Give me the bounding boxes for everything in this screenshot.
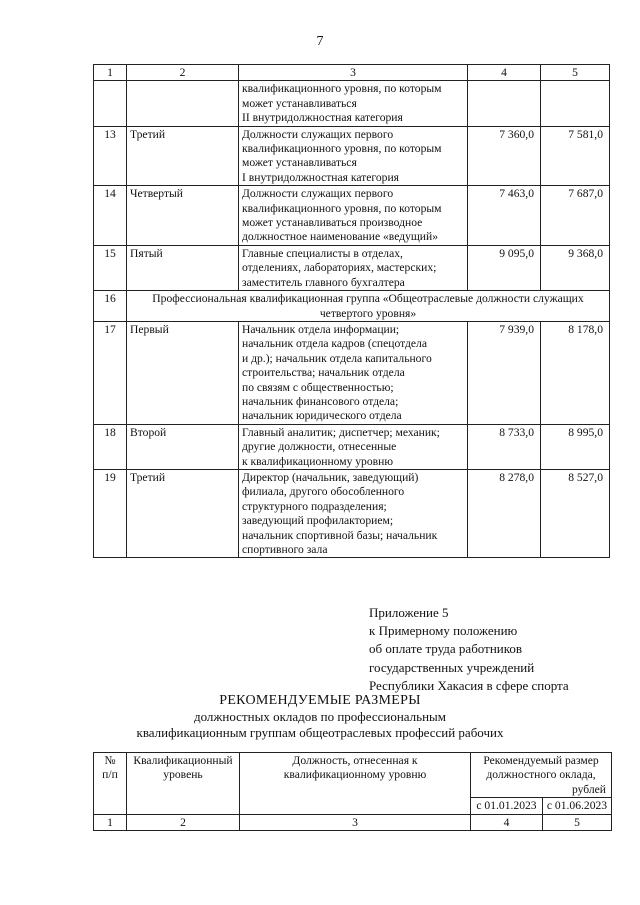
position-line: квалификационного уровня, по которым bbox=[242, 82, 442, 96]
position-line: должностное наименование «ведущий» bbox=[242, 230, 439, 244]
qualification-level: Четвертый bbox=[127, 186, 239, 246]
numbering-cell: 1 bbox=[94, 65, 127, 81]
table-row bbox=[94, 245, 610, 290]
numbering-cell: 4 bbox=[468, 65, 541, 81]
table-row bbox=[94, 186, 610, 246]
positions-cell bbox=[239, 424, 468, 469]
salary-value-1: 8 278,0 bbox=[468, 469, 541, 557]
positions-cell bbox=[239, 321, 468, 424]
salary-table-continued bbox=[93, 64, 610, 558]
position-line: строительства; начальник отдела bbox=[242, 366, 405, 380]
positions-cell bbox=[239, 245, 468, 290]
title-sub-2: квалификационным группам общеотраслевых профессий рабочих bbox=[136, 725, 504, 740]
position-line: Должности служащих первого bbox=[242, 187, 394, 201]
row-number: 15 bbox=[94, 245, 127, 290]
qualification-level: Третий bbox=[127, 126, 239, 186]
header-cell-level: Квалификационный уровень bbox=[127, 753, 240, 815]
salary-value-2: 9 368,0 bbox=[541, 245, 610, 290]
annex-line: Приложение 5 bbox=[369, 605, 449, 620]
row-number: 17 bbox=[94, 321, 127, 424]
header-cell-date-2: с 01.06.2023 bbox=[543, 798, 612, 814]
workers-salary-table bbox=[93, 752, 612, 831]
salary-value-2: 8 995,0 bbox=[541, 424, 610, 469]
position-line: начальник финансового отдела; bbox=[242, 394, 399, 408]
salary-value-2: 7 581,0 bbox=[541, 126, 610, 186]
table-header-row bbox=[94, 753, 612, 798]
position-line: квалификационного уровня, по которым bbox=[242, 142, 442, 156]
position-line: по связям с общественностью; bbox=[242, 380, 394, 394]
qualification-level: Второй bbox=[127, 424, 239, 469]
salary-value-2: 8 178,0 bbox=[541, 321, 610, 424]
position-line: к квалификационному уровню bbox=[242, 454, 393, 468]
row-number bbox=[94, 81, 127, 126]
position-line: филиала, другого обособленного bbox=[242, 485, 405, 499]
salary-value-2: 7 687,0 bbox=[541, 186, 610, 246]
header-cell-number: № п/п bbox=[94, 753, 127, 815]
position-line: заместитель главного бухгалтера bbox=[242, 275, 405, 289]
positions-cell bbox=[239, 126, 468, 186]
numbering-cell: 5 bbox=[541, 65, 610, 81]
table-row bbox=[94, 126, 610, 186]
position-line: Должности служащих первого bbox=[242, 127, 394, 141]
column-numbering-row bbox=[94, 814, 612, 830]
column-numbering-row bbox=[94, 65, 610, 81]
row-number: 14 bbox=[94, 186, 127, 246]
numbering-cell: 2 bbox=[127, 814, 240, 830]
header-cell-position: Должность, отнесенная к квалификационному уровню bbox=[240, 753, 471, 815]
table-row bbox=[94, 469, 610, 557]
salary-value-1: 8 733,0 bbox=[468, 424, 541, 469]
position-line: структурного подразделения; bbox=[242, 499, 387, 513]
salary-value-2: 8 527,0 bbox=[541, 469, 610, 557]
position-line: может устанавливаться bbox=[242, 156, 357, 170]
salary-value-1: 7 463,0 bbox=[468, 186, 541, 246]
position-line: может устанавливаться производное bbox=[242, 216, 423, 230]
annex-line: об оплате труда работников bbox=[369, 641, 523, 657]
position-line: другие должности, отнесенные bbox=[242, 440, 397, 454]
position-line: спортивного зала bbox=[242, 543, 328, 556]
qualification-level bbox=[127, 81, 239, 126]
annex-line: Республики Хакасия в сфере спорта bbox=[369, 677, 569, 693]
position-line: может устанавливаться bbox=[242, 96, 357, 110]
position-line: начальник спортивной базы; начальник bbox=[242, 528, 438, 542]
position-line: начальник отдела кадров (спецотдела bbox=[242, 337, 427, 351]
annex-line: государственных учреждений bbox=[369, 659, 535, 675]
document-title bbox=[0, 692, 640, 741]
title-main: РЕКОМЕНДУЕМЫЕ РАЗМЕРЫ bbox=[219, 693, 421, 708]
group-row bbox=[94, 291, 610, 322]
position-line: отделениях, лабораториях, мастерских; bbox=[242, 261, 437, 275]
header-cell-date-1: с 01.01.2023 bbox=[471, 798, 543, 814]
title-sub-1: должностных окладов по профессиональным bbox=[193, 709, 446, 724]
position-line: II внутридолжностная категория bbox=[242, 111, 403, 125]
positions-cell bbox=[239, 469, 468, 557]
table-row bbox=[94, 81, 610, 126]
position-line: заведующий профилакторием; bbox=[242, 514, 394, 528]
qualification-level: Пятый bbox=[127, 245, 239, 290]
numbering-cell: 4 bbox=[471, 814, 543, 830]
position-line: Главные специалисты в отделах, bbox=[242, 246, 403, 260]
group-title bbox=[127, 291, 610, 322]
positions-cell bbox=[239, 186, 468, 246]
salary-value-1 bbox=[468, 81, 541, 126]
annex-line: к Примерному положению bbox=[369, 623, 518, 639]
numbering-cell: 1 bbox=[94, 814, 127, 830]
position-line: квалификационного уровня, по которым bbox=[242, 201, 442, 215]
group-title-line: четвертого уровня» bbox=[319, 306, 417, 320]
positions-cell bbox=[239, 81, 468, 126]
position-line: Директор (начальник, заведующий) bbox=[242, 470, 419, 484]
numbering-cell: 5 bbox=[543, 814, 612, 830]
position-line: начальник юридического отдела bbox=[242, 409, 402, 423]
qualification-level: Первый bbox=[127, 321, 239, 424]
salary-value-1: 9 095,0 bbox=[468, 245, 541, 290]
numbering-cell: 3 bbox=[240, 814, 471, 830]
salary-value-1: 7 939,0 bbox=[468, 321, 541, 424]
numbering-cell: 2 bbox=[127, 65, 239, 81]
table-row bbox=[94, 321, 610, 424]
position-line: Начальник отдела информации; bbox=[242, 322, 400, 336]
numbering-cell: 3 bbox=[239, 65, 468, 81]
position-line: I внутридолжностная категория bbox=[242, 170, 399, 184]
header-cell-salary: Рекомендуемый размер должностного оклада, рублей bbox=[471, 753, 612, 798]
position-line: и др.); начальник отдела капитального bbox=[242, 351, 432, 365]
row-number: 18 bbox=[94, 424, 127, 469]
position-line: Главный аналитик; диспетчер; механик; bbox=[242, 425, 440, 439]
salary-value-2 bbox=[541, 81, 610, 126]
table-row bbox=[94, 424, 610, 469]
salary-value-1: 7 360,0 bbox=[468, 126, 541, 186]
row-number: 19 bbox=[94, 469, 127, 557]
group-title-line: Профессиональная квалификационная группа «Общеотраслевые должности служащих bbox=[152, 292, 584, 306]
row-number: 13 bbox=[94, 126, 127, 186]
row-number: 16 bbox=[94, 291, 127, 322]
annex-heading bbox=[369, 604, 569, 695]
page-number: 7 bbox=[316, 34, 324, 49]
qualification-level: Третий bbox=[127, 469, 239, 557]
